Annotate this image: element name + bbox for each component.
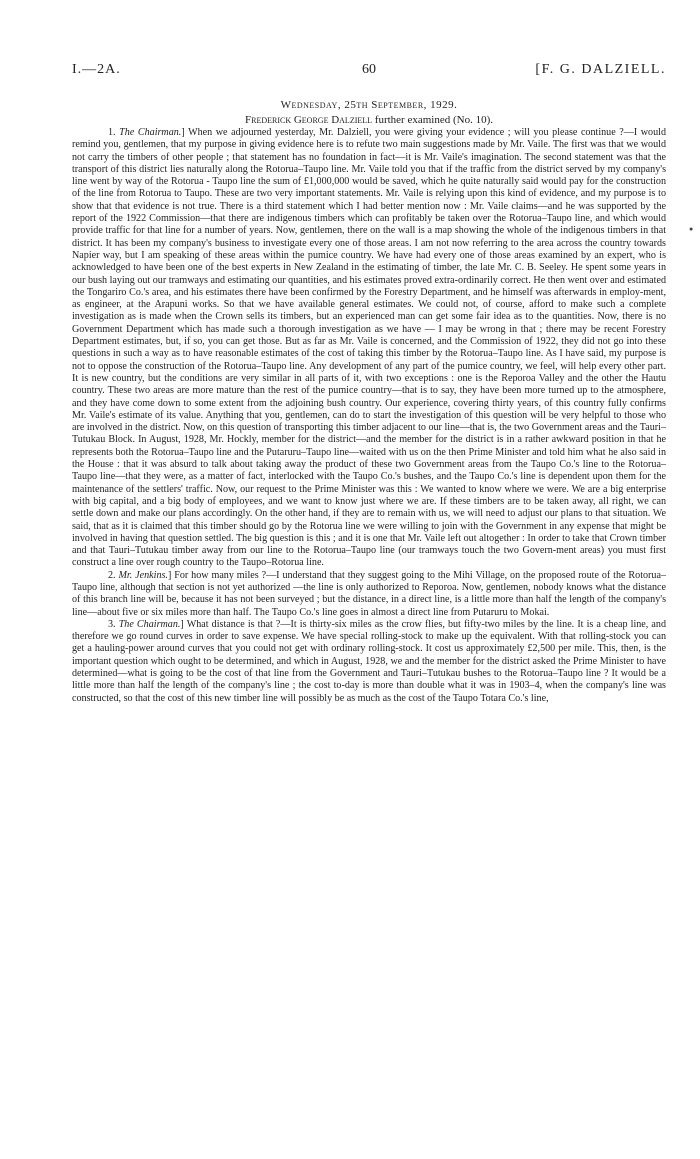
question-number: 3. bbox=[108, 618, 116, 630]
speaker-name: The Chairman. bbox=[118, 618, 181, 630]
witness-running-head: [F. G. DALZIELL. bbox=[535, 62, 666, 77]
speaker-name: The Chairman. bbox=[119, 127, 182, 138]
witness-heading bbox=[72, 114, 666, 126]
page-header bbox=[72, 62, 666, 82]
question-paragraph: 1. The Chairman.] When we adjourned yesterday, Mr. Dalziell, you were giving your evidence ; will you please continue ?—I would remind you, gentlemen, that my purpose in giving evidence here is to refute two main suggestions made by Mr. Vaile. The first was that we would not carry the timbers of other people ; that statement has no foundation in fact—it is Mr. Vaile's imagination. The second statement was that the transport of this district lies naturally along the Rotorua–Taupo line. Mr. Vaile told you that if the traffic from the district served by my company's line went by way of the Rotorua - Taupo line the sum of £1,000,000 would be saved, which he quite naturally said would pay for the construction of the line from Rotorua to Taupo. These are two very important statements. Mr. Vaile is relying upon this kind of evidence, and my purpose is to show that that evidence is not true. There is a third statement which I had better mention now : Mr. Vaile claims—and he was supported by the report of the 1922 Commission—that there are indigenous timbers which can profitably be taken over the Rotorua–Taupo line, and which would provide traffic for that line for a number of years. Now, gentlemen, there on the wall is a map showing the whole of the indigenous timbers in that district. It has been my company's business to investigate every one of those areas. I am not now referring to the area across the country towards Napier way, but I am speaking of these areas within the pumice country. We have had every one of those areas examined by an expert, who is acknowledged to have been one of the best experts in New Zealand in the estimating of timber, the late Mr. C. B. Seeley. He spent some years in our bush laying out our tramways and estimating our quantities, and his estimates proved extra-ordinarily correct. He then went over and estimated the Tongariro Co.'s area, and his estimates there have been confirmed by the Forestry Department, and he himself was afterwards in employ-ment, as engineer, at the Arapuni works. So that we have available general estimates. We could not, of course, afford to make such a complete investigation as is made when the Crown sells its timbers, but an experienced man can get some fair idea as to the quantities. Now, there is no Government Department which has made such a thorough investigation as we have — I may be wrong in that ; there may be recent Forestry Department estimates, but, if so, you can get those. But as far as Mr. Vaile is concerned, and the Commission of 1922, they did not go into these questions in such a way as to have reasonable estimates of the cost of taking this timber by the Rotorua–Taupo line. As I have said, my purpose is not to oppose the construction of the Rotorua–Taupo line. Any development of any part of the pumice country, we feel, will help every other part. It is new country, but the conditions are very similar in all parts of it, with two exceptions : one is the Reporoa Valley and the other the Hautu country. These two areas are more mature than the rest of the pumice country—that is to say, they have been more turned up to the atmosphere, and they have come down to some extent from the adjoining bush country. Our experience, covering thirty years, of this country fully confirms Mr. Vaile's estimate of its value. Anything that you, gentlemen, can do to start the investigation of this question will be very helpful to those who are involved in the district. Now, on this question of transporting this timber adjacent to our line—that is, the two Government areas and the Tauri–Tutukau Block. In August, 1928, Mr. Hockly, member for the district—and the member for the district is in a rather awkward position in that he represents both the Rotorua–Taupo line and the Putaruru–Taupo line—waited with us on the then Prime Minister and told him what he also said in the House : that it was absurd to talk about taking away the product of these two Government areas from the Taupo Co.'s line to the Rotorua–Taupo line—that they were, as a matter of fact, interlocked with the Taupo Co.'s bushes, and the Taupo Co.'s line is dependent upon them for the maintenance of the settlers' traffic. Now, our request to the Prime Minister was this : We wanted to know where we were. We are a big enterprise with big capital, and a big body of employees, and we want to know just where we are. If these timbers are to be taken away, all right, we can settle down and make our plans accordingly. On the other hand, if they are to remain with us, we will need to adjust our plans to that situation. We said, that as it is claimed that this timber should go by the Rotorua line we were willing to join with the Government in any expense that might be involved in having that question settled. The big question is this ; and it is one that Mr. Vaile left out altogether : In order to take that Crown timber and that Tauri–Tutukau timber away from our line to the Rotorua–Taupo line (our tramways touch the two Govern-ment areas) you must first construct a line over rough country to the Taupo–Rotorua line. bbox=[72, 127, 667, 569]
paragraph-text: What distance is that ?—It is thirty-six miles as the crow flies, but fifty-two miles by the line. It is a cheap line, and therefore we go round curves in order to save expense. We have special rolling-stock to make up the equivalent. With that rolling-stock you can get a hauling-power around curves that you could not get with ordinary rolling-stock. It cost us approximately £2,500 per mile. This, then, is the important question which ought to be determined, and which in August, 1928, we and the member for the district asked the Prime Minister to have determined—what is going to be the cost of that line from the Government and Tauri–Tutukau bushes to the Rotorua–Taupo line ? It would be a little more than half the length of the company's line ; the cost to-day is more than double what it was in 1903–4, when the company's line was constructed, so that the cost of this new timber line will possibly be as much as the cost of the Taupo Totara Co.'s line, bbox=[72, 618, 666, 704]
question-number: 1. bbox=[108, 127, 116, 138]
evidence-body bbox=[72, 127, 666, 705]
margin-dot-mark: ● bbox=[689, 225, 694, 233]
question-paragraph: 2. Mr. Jenkins.] For how many miles ?—I understand that they suggest going to the Mihi Village, on the proposed route of the Rotorua–Taupo line, although that section is not yet authorized —the line is only authorized to Reporoa. Now, gentlemen, nobody knows what the distance of this branch line will be, because it has not been surveyed ; but the distance, in a direct line, is a little more than half the length of the company's line—about five or six miles more than half. The Taupo Co.'s line goes in almost a direct line from Putaruru to Mokai. bbox=[72, 569, 666, 618]
witness-name: Frederick George Dalziell bbox=[244, 114, 373, 126]
paragraph-text: When we adjourned yesterday, Mr. Dalziell, you were giving your evidence ; will you please continue ?—I would remind you, gentlemen, that my purpose in giving evidence here is to refute two main suggestions made by Mr. Vaile. The first was that we would not carry the timbers of other people ; that statement has no foundation in fact—it is Mr. Vaile's imagination. The second statement was that the transport of this district lies naturally along the Rotorua–Taupo line. Mr. Vaile told you that if the traffic from the district served by my company's line went by way of the Rotorua - Taupo line the sum of £1,000,000 would be saved, which he quite naturally said would pay for the construction of the line from Rotorua to Taupo. These are two very important statements. Mr. Vaile is relying upon this kind of evidence, and my purpose is to show that that evidence is not true. There is a third statement which I had better mention now : Mr. Vaile claims—and he was supported by the report of the 1922 Commission—that there are indigenous timbers which can profitably be taken over the Rotorua–Taupo line, and which would provide traffic for that line for a number of years. Now, gentlemen, there on the wall is a map showing the whole of the indigenous timbers in that district. It has been my company's business to investigate every one of those areas. I am not now referring to the area across the country towards Napier way, but I am speaking of these areas within the pumice country. We have had every one of those areas examined by an expert, who is acknowledged to have been one of the best experts in New Zealand in the estimating of timber, the late Mr. C. B. Seeley. He spent some years in our bush laying out our tramways and estimating our quantities, and his estimates proved extra-ordinarily correct. He then went over and estimated the Tongariro Co.'s area, and his estimates there have been confirmed by the Forestry Department, and he himself was afterwards in employ-ment, as engineer, at the Arapuni works. So that we have available general estimates. We could not, of course, afford to make such a complete investigation as is made when the Crown sells its timbers, but an experienced man can get some fair idea as to the quantities. Now, there is no Government Department which has made such a thorough investigation as we have — I may be wrong in that ; there may be recent Forestry Department estimates, but, if so, you can get those. But as far as Mr. Vaile is concerned, and the Commission of 1922, they did not go into these questions in such a way as to have reasonable estimates of the cost of taking this timber by the Rotorua–Taupo line. As I have said, my purpose is not to oppose the construction of the Rotorua–Taupo line. Any development of any part of the pumice country, we feel, will help every other part. It is new country, but the conditions are very similar in all parts of it, with two exceptions : one is the Reporoa Valley and the other the Hautu country. These two areas are more mature than the rest of the pumice country—that is to say, they have been more turned up to the atmosphere, and they have come down to some extent from the adjoining bush country. Our experience, covering thirty years, of this country fully confirms Mr. Vaile's estimate of its value. Anything that you, gentlemen, can do to start the investigation of this question will be very helpful to those who are involved in the district. Now, on this question of transporting this timber adjacent to our line—that is, the two Government areas and the Tauri–Tutukau Block. In August, 1928, Mr. Hockly, member for the district—and the member for the district is in a rather awkward position in that he represents both the Rotorua–Taupo line and the Putaruru–Taupo line—waited with us on the then Prime Minister and told him what he also said in the House : that it was absurd to talk about taking away the product of these two Government areas from the Taupo Co.'s line to the Rotorua–Taupo line—that they were, as a matter of fact, interlocked with the Taupo Co.'s bushes, and the Taupo Co.'s line is dependent upon them for the maintenance of the settlers' traffic. Now, our request to the Prime Minister was this : We wanted to know where we were. We are a big enterprise with big capital, and a big body of employees, and we want to know just where we are. If these timbers are to be taken away, all right, we can settle down and make our plans accordingly. On the other hand, if they are to remain with us, we will need to adjust our plans to that situation. We said, that as it is claimed that this timber should go by the Rotorua line we were willing to join with the Government in any expense that might be involved in having that question settled. The big question is this ; and it is one that Mr. Vaile left out altogether : In order to take that Crown timber and that Tauri–Tutukau timber away from our line to the Rotorua–Taupo line (our tramways touch the two Govern-ment areas) you must first construct a line over rough country to the Taupo–Rotorua line. bbox=[72, 127, 667, 569]
witness-examination-note: further examined (No. 10). bbox=[372, 114, 493, 126]
question-number: 2. bbox=[108, 569, 116, 581]
paragraph-text: For how many miles ?—I understand that they suggest going to the Mihi Village, on the proposed route of the Rotorua–Taupo line, although that section is not yet authorized —the line is only authorized to Reporoa. Now, gentlemen, nobody knows what the distance of this branch line will be, because it has not been surveyed ; but the distance, in a direct line, is a little more than half the length of the company's line—about five or six miles more than half. The Taupo Co.'s line goes in almost a direct line from Putaruru to Mokai. bbox=[72, 569, 666, 618]
speaker-name: Mr. Jenkins. bbox=[118, 569, 168, 581]
question-paragraph: 3. The Chairman.] What distance is that ?—It is thirty-six miles as the crow flies, but fifty-two miles by the line. It is a cheap line, and therefore we go round curves in order to save expense. We have special rolling-stock to make up the equivalent. With that rolling-stock you can get a hauling-power around curves that you could not get with ordinary rolling-stock. It cost us approximately £2,500 per mile. This, then, is the important question which ought to be determined, and which in August, 1928, we and the member for the district asked the Prime Minister to have determined—what is going to be the cost of that line from the Government and Tauri–Tutukau bushes to the Rotorua–Taupo line ? It would be a little more than half the length of the company's line ; the cost to-day is more than double what it was in 1903–4, when the company's line was constructed, so that the cost of this new timber line will possibly be as much as the cost of the Taupo Totara Co.'s line, bbox=[72, 618, 666, 704]
page-number: 60 bbox=[362, 62, 376, 77]
report-reference: I.—2A. bbox=[72, 62, 121, 77]
session-date: Wednesday, 25th September, 1929. bbox=[280, 99, 458, 111]
